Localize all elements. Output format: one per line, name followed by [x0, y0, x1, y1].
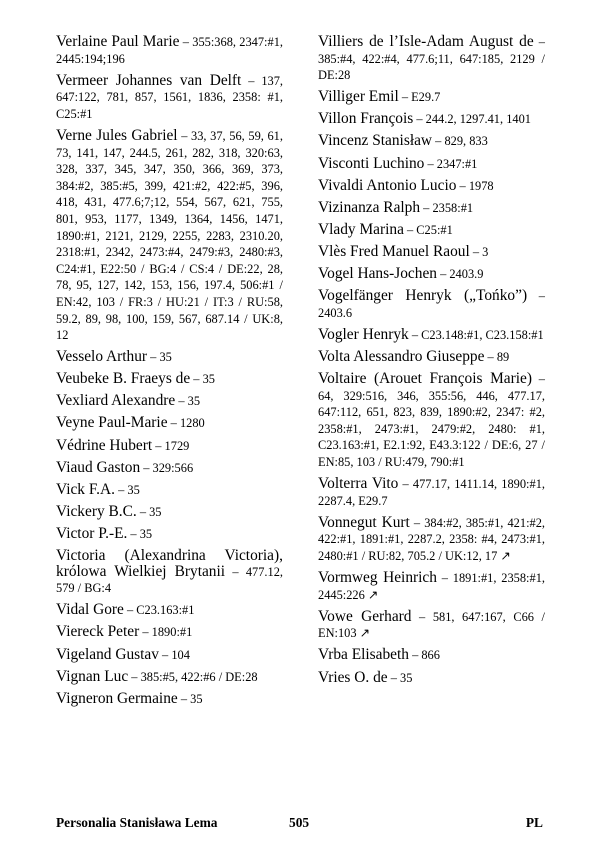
entry-refs: – 3 [469, 244, 489, 259]
entry-name: Vogelfänger Henryk („Tońko”) [318, 287, 528, 305]
index-entry [56, 647, 283, 664]
index-entry [318, 111, 545, 128]
index-entry [56, 349, 283, 366]
entry-refs: – 35 [387, 670, 413, 685]
index-entry [56, 624, 283, 641]
index-entry [318, 670, 545, 687]
entry-refs: – 35 [175, 394, 201, 409]
entry-refs: – 35 [147, 350, 172, 365]
entry-name: Veyne Paul-Marie [56, 414, 168, 432]
entry-refs: – 35 [127, 526, 153, 541]
index-entry [318, 476, 545, 509]
entry-refs: – C23.148:#1, C23.158:#1 [408, 327, 544, 342]
index-entry [318, 222, 545, 239]
entry-refs: – 137, 647:122, 781, 857, 1561, 1836, 2358: #1, C25:#1 [56, 73, 283, 121]
entry-name: Vincenz Stanisław [318, 132, 433, 150]
entry-name: Victor P.-E. [56, 524, 128, 542]
index-entry [56, 482, 283, 499]
entry-refs: – 355:368, 2347:#1, 2445:194;196 [56, 35, 283, 66]
entry-name: Vexliard Alexandre [56, 392, 176, 410]
entry-refs: – 35 [190, 372, 215, 387]
index-entry [56, 438, 283, 455]
entry-name: Vormweg Heinrich [318, 569, 437, 587]
entry-refs: – 385:#5, 422:#6 / DE:28 [128, 669, 258, 684]
entry-refs: – 2403.9 [436, 267, 484, 282]
index-entry [56, 415, 283, 432]
index-entry [318, 156, 545, 173]
entry-name: Vowe Gerhard [318, 607, 412, 625]
entry-refs: – 2347:#1 [424, 156, 478, 171]
entry-name: Vesselo Arthur [56, 348, 148, 366]
entry-name: Victoria (Alexandrina Victoria), królowa Wielkiej Brytanii [56, 547, 283, 580]
index-entry [318, 327, 545, 344]
entry-name: Vizinanza Ralph [318, 198, 421, 216]
index-entry [56, 548, 283, 597]
entry-refs: – 2403.6 [318, 289, 546, 320]
entry-refs: – 829, 833 [432, 134, 488, 149]
entry-refs: – C23.163:#1 [123, 603, 195, 618]
entry-refs: – 104 [158, 647, 190, 662]
entry-refs: – 384:#2, 385:#1, 421:#2, 422:#1, 1891:#1, 2287.2, 2358: #4, 2473:#1, 2480:#1 / RU:82, 705.2 / UK:12, 17 ↗ [318, 515, 545, 563]
index-entry [56, 504, 283, 521]
entry-name: Vlady Marina [318, 220, 404, 238]
index-entry [318, 89, 545, 106]
index-entry [318, 178, 545, 195]
entry-name: Vogel Hans-Jochen [318, 265, 437, 283]
entry-name: Volta Alessandro Giuseppe [318, 347, 485, 365]
entry-name: Vidal Gore [56, 601, 124, 619]
entry-name: Voltaire (Arouet François Marie) [318, 370, 532, 387]
index-entry [56, 602, 283, 619]
entry-name: Vermeer Johannes van Delft [56, 71, 242, 89]
entry-name: Vonnegut Kurt [318, 513, 410, 531]
entry-name: Villiger Emil [318, 88, 399, 106]
index-entry [56, 73, 283, 123]
index-column-left [56, 34, 283, 713]
entry-name: Viereck Peter [56, 623, 140, 641]
index-entry [56, 669, 283, 686]
language-code: PL [525, 815, 543, 830]
entry-name: Villon François [318, 110, 414, 128]
entry-refs: – 64, 329:516, 346, 355:56, 446, 477.17, 647:112, 651, 823, 839, 1890:#2, 2347: #2, 2358:#1, 2473:#1, 2479:#2, 2480: #1, C23.163:#1, E2.1:92, E43.3:122 / DE:6, 27 / EN:85, 103 / RU:479, 790:#1 [318, 372, 545, 469]
entry-refs: – 866 [408, 648, 440, 663]
entry-refs: – 35 [114, 482, 140, 497]
entry-refs: – 1729 [152, 438, 190, 453]
entry-name: Veubeke B. Fraeys de [56, 370, 191, 388]
entry-name: Vivaldi Antonio Lucio [318, 176, 457, 194]
index-entry [318, 34, 545, 84]
index-entry [318, 133, 545, 150]
entry-name: Verlaine Paul Marie [56, 33, 180, 50]
entry-name: Vlès Fred Manuel Raoul [318, 242, 470, 260]
index-entry [56, 691, 283, 708]
index-entry [318, 515, 545, 565]
index-entry [318, 609, 545, 642]
index-entry [56, 34, 283, 67]
entry-name: Vries O. de [318, 668, 388, 686]
entry-refs: – E29.7 [398, 90, 441, 105]
index-entry [318, 288, 545, 321]
entry-name: Vigeland Gustav [56, 645, 159, 663]
entry-refs: – C25:#1 [403, 222, 453, 237]
index-entry [56, 460, 283, 477]
index-entry [318, 349, 545, 366]
index-entry [56, 526, 283, 543]
entry-refs: – 33, 37, 56, 59, 61, 73, 141, 147, 244.5, 261, 282, 318, 320:63, 328, 337, 345, 347, 350, 366, 369, 373, 384:#2, 385:#5, 399, 421:#2, 422:#5, 396, 418, 431, 477.6;7;12, 554, 567, 621, 755, 801, 953, 1177, 1349, 1364, 1456, 1471, 1890:#1, 2121, 2129, 2255, 2283, 2310.20, 2318:#1, 2342, 2473:#4, 2479:#3, 2480:#3, C24:#1, E22:50 / BG:4 / CS:4 / DE:22, 28, 78, 95, 127, 142, 153, 156, 197.4, 506:#1 / EN:42, 103 / FR:3 / HU:21 / IT:3 / RU:58, 59.2, 89, 98, 100, 159, 567, 687.14 / UK:8, 12 [56, 128, 283, 343]
entry-refs: – 244.2, 1297.41, 1401 [413, 112, 531, 127]
entry-refs: – 385:#4, 422:#4, 477.6;11, 647:185, 2129 / DE:28 [318, 35, 545, 83]
index-entry [318, 371, 545, 471]
entry-refs: – 477.17, 1411.14, 1890:#1, 2287.4, E29.7 [318, 477, 545, 508]
index-entry [56, 393, 283, 410]
entry-refs: – 1891:#1, 2358:#1, 2445:226 ↗ [318, 571, 545, 602]
entry-name: Vignan Luc [56, 667, 129, 685]
footer-title: Personalia Stanisława Lema [56, 815, 218, 830]
index-entry [318, 266, 545, 283]
entry-name: Visconti Luchino [318, 154, 425, 172]
entry-refs: – 329:566 [140, 460, 194, 475]
index-entry [318, 647, 545, 664]
entry-name: Vigneron Germaine [56, 689, 178, 707]
index-entry [56, 128, 283, 344]
entry-name: Vick F.A. [56, 480, 115, 498]
entry-name: Viaud Gaston [56, 458, 141, 476]
entry-name: Vogler Henryk [318, 325, 409, 343]
entry-name: Verne Jules Gabriel [56, 126, 178, 144]
entry-refs: – 581, 647:167, C66 / EN:103 ↗ [318, 609, 545, 641]
entry-name: Vickery B.C. [56, 502, 137, 520]
entry-name: Védrine Hubert [56, 436, 153, 454]
entry-refs: – 35 [177, 691, 203, 706]
entry-refs: – 477.12, 579 / BG:4 [56, 564, 283, 596]
index-entry [318, 244, 545, 261]
entry-refs: – 89 [484, 349, 510, 364]
entry-refs: – 1890:#1 [139, 625, 193, 640]
index-column-right [318, 34, 545, 692]
index-entry [318, 200, 545, 217]
page-number: 505 [289, 815, 310, 830]
index-entry [56, 371, 283, 388]
entry-name: Volterra Vito [318, 475, 399, 493]
entry-refs: – 35 [136, 504, 162, 519]
entry-refs: – 1280 [167, 416, 205, 431]
entry-refs: – 1978 [456, 178, 494, 193]
entry-refs: – 2358:#1 [420, 200, 474, 215]
entry-name: Villiers de l’Isle-Adam August de [318, 33, 534, 50]
index-entry [318, 570, 545, 603]
entry-name: Vrba Elisabeth [318, 646, 409, 664]
